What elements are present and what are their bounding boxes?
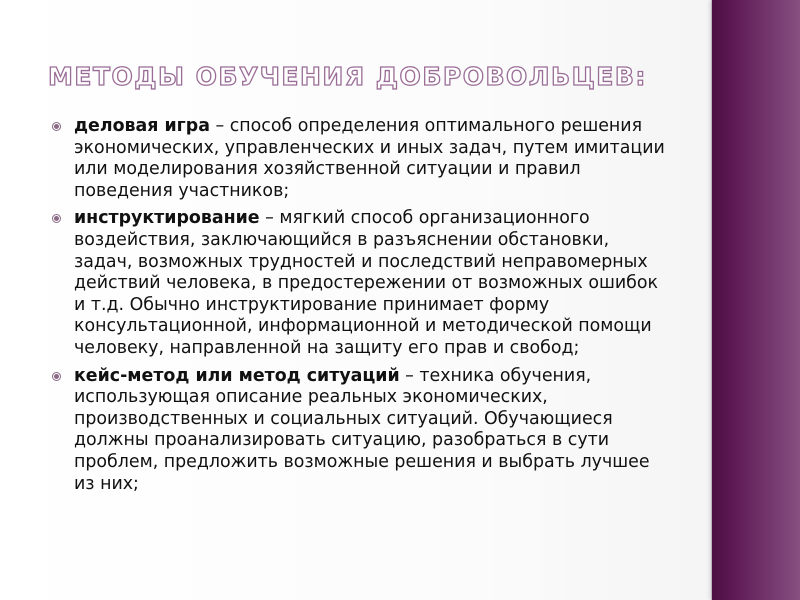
side-decorative-band bbox=[712, 0, 800, 600]
item-description: – мягкий способ организационного воздействия, заключающийся в разъяснении обстановки, задач, возможных трудностей и последствий неправомерных действий человека, в предостережении от возможных ошибок и т.д. Обычно инструктирование принимает форму консультационной, информационной и методической помощи человеку, направленной на защиту его прав и свобод; bbox=[74, 208, 659, 358]
circle-bullet-icon bbox=[52, 122, 61, 131]
item-term: инструктирование bbox=[74, 208, 260, 229]
circle-bullet-icon bbox=[52, 372, 61, 381]
list-item bbox=[52, 366, 672, 496]
item-term: деловая игра bbox=[74, 116, 210, 136]
list-item bbox=[52, 208, 672, 359]
bullet-list bbox=[52, 116, 672, 501]
item-term: кейс-метод или метод ситуаций bbox=[74, 365, 400, 386]
slide-title: МЕТОДЫ ОБУЧЕНИЯ ДОБРОВОЛЬЦЕВ: bbox=[48, 62, 647, 91]
circle-bullet-icon bbox=[52, 214, 61, 223]
item-description: – техника обучения, использующая описание реальных экономических, производственных и социальных ситуаций. Обучающиеся должны проанализировать ситуацию, разобраться в сути проблем, предложить возможные решения и выбрать лучшее из них; bbox=[74, 365, 650, 494]
item-description: – способ определения оптимального решения экономических, управленческих и иных задач, путем имитации или моделирования хозяйственной ситуации и правил поведения участников; bbox=[74, 116, 665, 201]
list-item bbox=[52, 116, 672, 202]
